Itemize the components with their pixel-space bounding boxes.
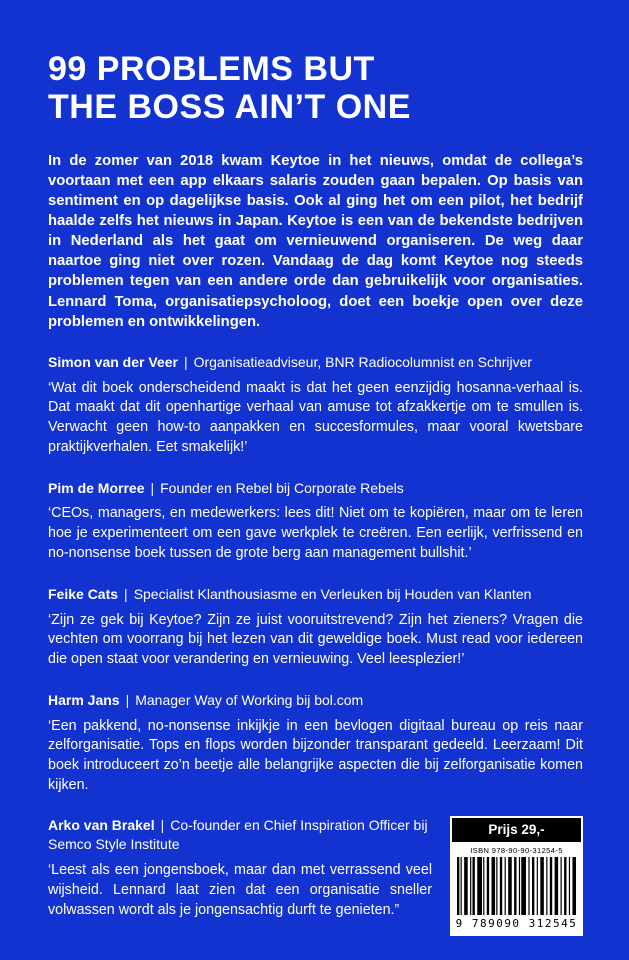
barcode-icon	[457, 857, 576, 915]
endorsement-name: Pim de Morree	[48, 479, 145, 496]
endorsement	[48, 353, 583, 458]
endorsement	[48, 691, 583, 796]
price-isbn-box	[450, 816, 583, 936]
separator: |	[160, 817, 165, 834]
endorsement-role: Co-founder en Chief Inspiration Officer bij Semco Style Institute	[48, 817, 428, 853]
endorsement-quote: ‘Zijn ze gek bij Keytoe? Zijn ze juist vooruitstrevend? Zijn het zieners? Vragen die vechten om voorrang bij het lezen van dit geweldige boek. Must read voor iedereen die open staat voor verandering en vernieuwing. Veel leesplezier!’	[48, 611, 583, 667]
endorsement-quote: ‘Wat dit boek onderscheidend maakt is dat het geen eenzijdig hosanna-verhaal is. Dat maakt dat dit openhartige verhaal van amuse tot afzakkertje om te smullen is. Verwacht geen how-to aanpakken en succesformules, maar vooral kwetsbare praktijkverhalen. Eet smakelijk!’	[48, 379, 583, 455]
separator: |	[150, 479, 155, 496]
endorsement-header	[48, 585, 583, 604]
endorsement-header	[48, 816, 432, 854]
endorsement	[48, 479, 583, 564]
endorsement-header	[48, 691, 583, 710]
isbn-label: ISBN 978-90-90-31254-5	[470, 846, 563, 856]
endorsement-quote: ‘Een pakkend, no-nonsense inkijkje in een bevlogen digitaal bureau op reis naar zelforganisatie. Tops en flops worden bijzonder transparant gedeeld. Leerzaam! Dit boek introduceert zo’n beetje alle belangrijke aspecten die bij zelforganisatie komen kijken.	[48, 717, 583, 793]
page-title	[48, 50, 583, 127]
endorsement-name: Simon van der Veer	[48, 353, 178, 370]
endorsement-role: Specialist Klanthousiasme en Verleuken bij Houden van Klanten	[133, 585, 532, 602]
title-line-1: 99 PROBLEMS BUT	[48, 50, 375, 88]
title-line-2: THE BOSS AIN’T ONE	[48, 88, 411, 127]
endorsement-role: Organisatieadviseur, BNR Radiocolumnist en Schrijver	[193, 353, 533, 370]
separator: |	[124, 585, 128, 602]
endorsement-name: Arko van Brakel	[48, 817, 155, 834]
separator: |	[125, 691, 130, 708]
endorsement-quote: ‘CEOs, managers, en medewerkers: lees dit! Niet om te kopiëren, maar om te leren hoe je experimenteert om een gave werkplek te creëren. Een eerlijk, verfrissend en no-nonsense boek tussen de grote berg aan management bullshit.’	[48, 505, 583, 561]
price-label: Prijs 29,-	[452, 818, 581, 842]
bottom-row	[48, 816, 583, 936]
endorsement-header	[48, 353, 583, 372]
endorsement	[48, 585, 583, 670]
endorsement-name: Harm Jans	[48, 691, 120, 708]
bottom-left-column	[48, 816, 450, 920]
separator: |	[183, 353, 188, 370]
endorsement-name: Feike Cats	[48, 585, 119, 602]
barcode-number: 9 789090 312545	[455, 917, 578, 931]
endorsement-role: Manager Way of Working bij bol.com	[135, 691, 364, 708]
endorsement-header	[48, 479, 583, 498]
endorsement-role: Founder en Rebel bij Corporate Rebels	[160, 479, 404, 496]
endorsement	[48, 816, 432, 920]
endorsement-quote: ‘Leest als een jongensboek, maar dan met verrassend veel wijsheid. Lennard laat zien dat een organisatie sneller volwassen wordt als je jongensachtig durft te genieten.”	[48, 862, 432, 918]
intro-paragraph: In de zomer van 2018 kwam Keytoe in het nieuws, omdat de collega’s voortaan met een app elkaars salaris zouden gaan bepalen. Op basis van sentiment en op dagelijkse basis. Ook al ging het om een pilot, het bedrijf haalde zelfs het nieuws in Japan. Keytoe is een van de bekendste bedrijven in Nederland als het gaat om vernieuwend organiseren. De weg daar naartoe ging niet over rozen. Vandaag de dag komt Keytoe nog steeds problemen tegen van een andere orde dan gebruikelijk voor organisaties. Lennard Toma, organisatiepsycholoog, doet een boekje open over deze problemen en ontwikkelingen.	[48, 152, 583, 330]
